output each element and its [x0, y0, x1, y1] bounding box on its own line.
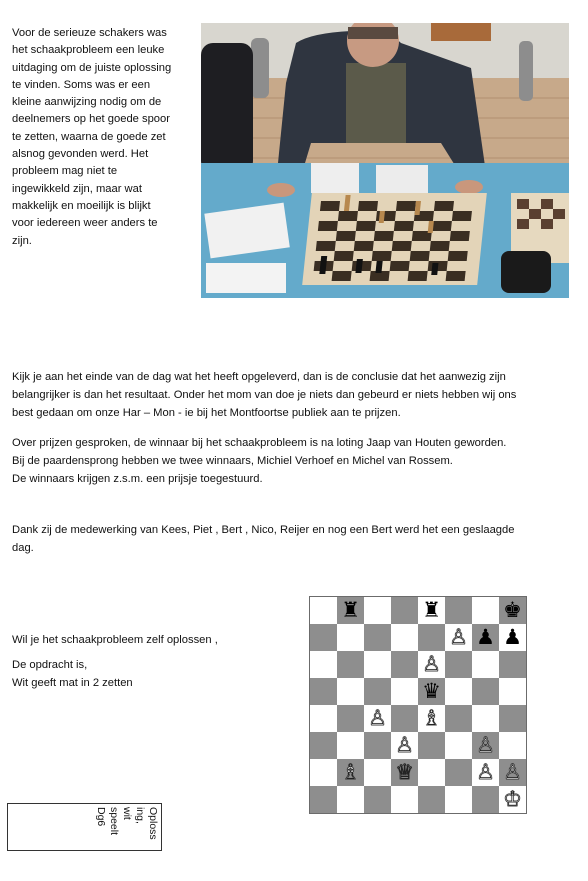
square-a3: [310, 732, 337, 759]
square-b2: [337, 759, 364, 786]
square-c7: [364, 624, 391, 651]
square-g5: [472, 678, 499, 705]
black-king-icon: ♚: [503, 598, 522, 622]
intro-line: het schaakprobleem een leuke: [12, 44, 165, 57]
para-line: Kijk je aan het einde van de dag wat het heeft opgeleverd, dan is de conclusie dat het aanwezig zijn: [12, 371, 506, 383]
white-pawn-icon: ♙: [476, 733, 495, 757]
intro-line: Voor de serieuze schakers was: [12, 27, 167, 39]
square-g4: [472, 705, 499, 732]
square-g1: [472, 786, 499, 813]
square-b1: [337, 786, 364, 813]
solution-line: speelt: [108, 807, 120, 836]
square-a7: [310, 624, 337, 651]
square-h3: [499, 732, 526, 759]
para-line: dag.: [12, 542, 34, 554]
white-pawn-icon: ♙: [449, 625, 468, 649]
square-d6: [391, 651, 418, 678]
square-a5: [310, 678, 337, 705]
square-d8: [391, 597, 418, 624]
square-a4: [310, 705, 337, 732]
solution-line: ing,: [134, 807, 146, 824]
conclusion-paragraph: [12, 368, 580, 422]
intro-line: makkelijk en moeilijk is blijkt: [12, 199, 151, 212]
square-h1: [499, 786, 526, 813]
black-pawn-icon: ♟: [476, 625, 495, 649]
white-pawn-icon: ♙: [476, 760, 495, 784]
solution-line: Oploss: [147, 807, 159, 840]
para-line: Bij de paardensprong hebben we twee winnaars, Michiel Verhoef en Michel van Rossem.: [12, 455, 453, 467]
white-bishop-icon: ♗: [341, 760, 360, 784]
intro-line: uitdaging om de juiste oplossing: [12, 61, 172, 74]
square-c1: [364, 786, 391, 813]
para-line: Dank zij de medewerking van Kees, Piet , Bert , Nico, Reijer en nog een Bert werd het een geslaagde: [12, 524, 515, 536]
intro-paragraph: [12, 25, 192, 250]
square-e4: [418, 705, 445, 732]
black-queen-icon: ♛: [422, 679, 441, 703]
square-h4: [499, 705, 526, 732]
square-g6: [472, 651, 499, 678]
square-e1: [418, 786, 445, 813]
square-h6: [499, 651, 526, 678]
square-d1: [391, 786, 418, 813]
solution-box: [7, 803, 162, 851]
square-c4: [364, 705, 391, 732]
para-line: Over prijzen gesproken, de winnaar bij het schaakprobleem is na loting Jaap van Houten geworden.: [12, 437, 507, 449]
white-bishop-icon: ♗: [422, 706, 441, 730]
square-e7: [418, 624, 445, 651]
square-f8: [445, 597, 472, 624]
para-line: De winnaars krijgen z.s.m. een prijsje toegestuurd.: [12, 473, 263, 485]
black-rook-icon: ♜: [341, 598, 360, 622]
square-g8: [472, 597, 499, 624]
square-g3: [472, 732, 499, 759]
intro-line: te vinden. Soms was er een: [12, 78, 151, 91]
square-d3: [391, 732, 418, 759]
square-h2: [499, 759, 526, 786]
solution-text: [8, 804, 161, 850]
square-a1: [310, 786, 337, 813]
intro-line: deelnemers op het goede spoor: [12, 113, 170, 126]
square-e8: [418, 597, 445, 624]
square-h7: [499, 624, 526, 651]
para-line: belangrijker is dan het resultaat. Onder het mom van doe je niets dan gebeurd er niets hebben wij ons: [12, 389, 517, 401]
para-line: best gedaan om onze Har – Mon - ie bij het Montfoortse publiek aan te prijzen.: [12, 407, 401, 419]
square-c3: [364, 732, 391, 759]
square-e2: [418, 759, 445, 786]
square-d7: [391, 624, 418, 651]
solution-line: Dg6: [95, 807, 107, 827]
white-king-icon: ♔: [503, 787, 522, 811]
square-g2: [472, 759, 499, 786]
white-pawn-icon: ♙: [368, 706, 387, 730]
intro-line: te zetten, waarna de goede zet: [12, 130, 166, 143]
square-a6: [310, 651, 337, 678]
square-f4: [445, 705, 472, 732]
square-f2: [445, 759, 472, 786]
thanks-paragraph: [12, 521, 580, 557]
white-pawn-icon: ♙: [395, 733, 414, 757]
square-b8: [337, 597, 364, 624]
square-c5: [364, 678, 391, 705]
square-h8: [499, 597, 526, 624]
solution-line: wit: [121, 807, 133, 820]
square-d4: [391, 705, 418, 732]
chess-board-diagram: [309, 596, 527, 814]
puzzle-assignment-label: De opdracht is,: [12, 659, 88, 671]
square-b5: [337, 678, 364, 705]
square-e6: [418, 651, 445, 678]
square-b6: [337, 651, 364, 678]
square-f1: [445, 786, 472, 813]
white-pawn-icon: ♙: [503, 760, 522, 784]
intro-line: kleine aanwijzing nodig om de: [12, 96, 162, 109]
square-b3: [337, 732, 364, 759]
square-f6: [445, 651, 472, 678]
square-f3: [445, 732, 472, 759]
photo-illustration: [201, 23, 569, 298]
puzzle-prompt: Wil je het schaakprobleem zelf oplossen ,: [12, 634, 218, 646]
square-c6: [364, 651, 391, 678]
intro-line: probleem mag niet te: [12, 165, 118, 178]
square-d5: [391, 678, 418, 705]
winners-paragraph: [12, 434, 580, 488]
intro-line: ingewikkeld zijn, maar wat: [12, 182, 142, 195]
puzzle-assignment: Wit geeft mat in 2 zetten: [12, 677, 133, 689]
black-rook-icon: ♜: [422, 598, 441, 622]
square-f7: [445, 624, 472, 651]
square-h5: [499, 678, 526, 705]
square-a8: [310, 597, 337, 624]
intro-line: voor iedereen weer anders te: [12, 217, 158, 230]
square-f5: [445, 678, 472, 705]
square-g7: [472, 624, 499, 651]
square-c2: [364, 759, 391, 786]
square-e3: [418, 732, 445, 759]
square-d2: [391, 759, 418, 786]
intro-line: alsnog gevonden werd. Het: [12, 148, 149, 161]
square-a2: [310, 759, 337, 786]
puzzle-instructions: [12, 631, 292, 692]
square-b4: [337, 705, 364, 732]
intro-line: zijn.: [12, 234, 32, 247]
square-c8: [364, 597, 391, 624]
square-e5: [418, 678, 445, 705]
black-pawn-icon: ♟: [503, 625, 522, 649]
chess-event-photo: [201, 23, 569, 298]
white-queen-icon: ♕: [395, 760, 414, 784]
white-pawn-icon: ♙: [422, 652, 441, 676]
square-b7: [337, 624, 364, 651]
